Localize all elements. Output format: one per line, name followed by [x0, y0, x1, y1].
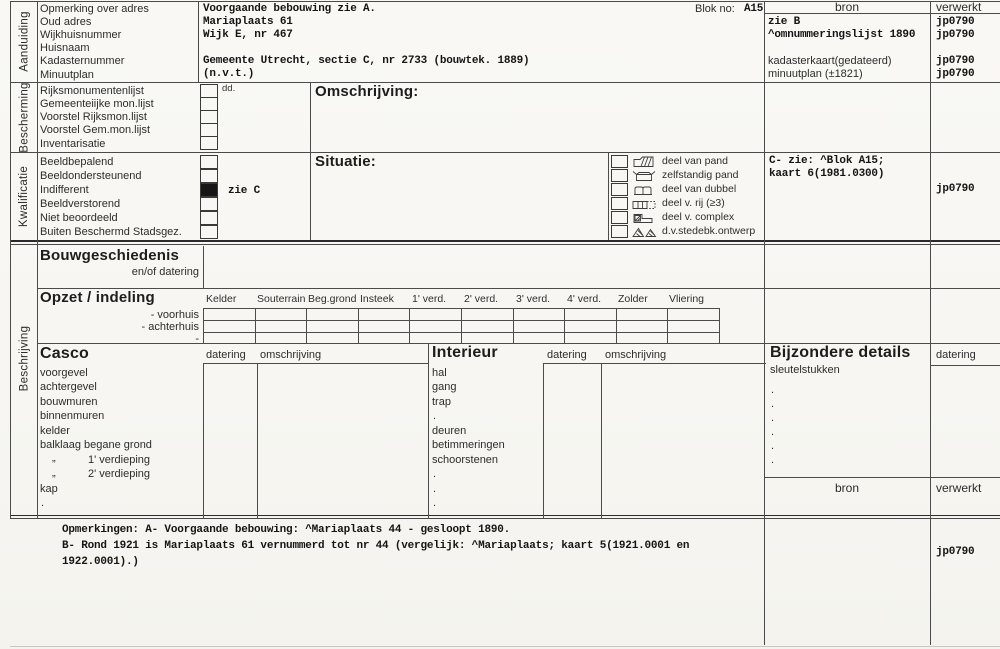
checkbox-beeldbepalend: [200, 155, 218, 169]
kwalificatie-verwerkt-value: jp0790: [936, 183, 975, 195]
field-label-beeldverstorend: Beeldverstorend: [40, 197, 121, 210]
line-casco-datering-left: [203, 363, 204, 518]
omschrijving-header: Omschrijving:: [315, 83, 419, 100]
pictogram-deel-van-pand-icon: [630, 155, 658, 168]
field-label-beeldondersteunend: Beeldondersteunend: [40, 169, 142, 182]
checkbox-deel-van-dubbel: [611, 183, 628, 196]
verwerkt-column-header: verwerkt: [936, 0, 982, 14]
bijzonder-verwerkt-footer: verwerkt: [936, 481, 982, 495]
bron-zie-b: zie B: [768, 15, 801, 28]
situatie-option-deel-v-rij: deel v. rij (≥3): [662, 196, 725, 209]
interieur-title: Interieur: [432, 344, 498, 361]
field-label-voorstel-gemmonlijst: Voorstel Gem.mon.lijst: [40, 124, 151, 136]
situatie-option-deel-van-pand: deel van pand: [662, 154, 728, 167]
opzet-grid-vline: [564, 308, 565, 343]
bijzonder-bron-footer: bron: [834, 481, 860, 495]
value-oud-adres: Mariaplaats 61: [203, 16, 293, 28]
line-aanduiding-bottom: [10, 82, 1000, 83]
casco-row-balklaag-begane-grond: balklaag begane grond: [40, 439, 152, 451]
line-bron-col: [764, 1, 765, 645]
opmerkingen-line3: 1922.0001).): [62, 556, 139, 568]
bouwgeschiedenis-title: Bouwgeschiedenis: [40, 247, 180, 264]
checkbox-deel-v-rij: [611, 197, 628, 210]
casco-row-kelder: kelder: [40, 424, 70, 437]
section-label-beschrijving: Beschrijving: [17, 325, 30, 391]
value-opmerking-over-adres: Voorgaande bebouwing zie A.: [203, 3, 376, 15]
field-label-indifferent: Indifferent: [40, 183, 89, 196]
field-label-voorstel-rijksmonlijst: Voorstel Rijksmon.lijst: [40, 110, 147, 123]
bron-omnummeringslijst: ^omnummeringslijst 1890: [768, 28, 916, 41]
line-scan-bottom-edge: [10, 646, 1000, 647]
casco-row-binnenmuren: binnenmuren: [40, 410, 105, 422]
ditto-mark: „: [52, 466, 56, 479]
opzet-col-insteek: Insteek: [360, 292, 394, 305]
opzet-row-blank: -: [195, 333, 199, 345]
interieur-row-trap: trap: [432, 395, 451, 408]
bijzonder-datering-header: datering: [936, 348, 976, 361]
casco-omschrijving-header: omschrijving: [260, 348, 322, 361]
field-label-niet-beoordeeld: Niet beoordeeld: [40, 211, 118, 224]
opzet-grid-vline: [513, 308, 514, 343]
interieur-omschrijving-header: omschrijving: [605, 348, 667, 361]
section-label-kwalificatie: Kwalificatie: [17, 165, 30, 228]
casco-row-2e-verdieping: 2' verdieping: [88, 468, 151, 480]
opzet-grid-vline: [719, 308, 720, 343]
checkbox-zelfstandig-pand: [611, 169, 628, 182]
opzet-col-vliering: Vliering: [669, 292, 705, 305]
line-bouw-bottom: [37, 288, 1000, 289]
line-casco-datering-right: [257, 363, 258, 518]
verwerkt-value: jp0790: [936, 68, 975, 80]
bijzonder-row-dot: .: [771, 426, 775, 438]
dd-label: dd.: [222, 83, 236, 94]
opzet-grid-vline: [255, 308, 256, 343]
checkbox-rijksmonumentenlijst: [200, 84, 218, 98]
checkbox-stedebouwkundig-ontwerp: [611, 225, 628, 238]
kwalificatie-note: zie C: [228, 184, 261, 197]
checkbox-voorstel-gemmonlijst: [200, 123, 218, 137]
blok-no-value: A15: [744, 2, 764, 15]
value-wijkhuisnummer: Wijk E, nr 467: [203, 29, 293, 41]
checkbox-buiten-beschermd-stadsgez: [200, 225, 218, 239]
checkbox-indifferent-checked: [200, 183, 218, 197]
situatie-header: Situatie:: [315, 153, 376, 170]
pictogram-deel-van-dubbel-icon: [630, 183, 658, 196]
line-interieur-datering-left: [543, 363, 544, 518]
verwerkt-value: jp0790: [936, 15, 975, 28]
line-double-2b: [10, 518, 1000, 519]
line-bouw-divider: [203, 246, 204, 288]
checkbox-gemeentelijke-monlijst: [200, 97, 218, 111]
opzet-col-3e-verd: 3' verd.: [516, 292, 551, 305]
field-label-minuutplan: Minuutplan: [40, 68, 94, 81]
checkbox-voorstel-rijksmonlijst: [200, 110, 218, 124]
line-bijzonder-box-top: [930, 365, 1000, 366]
pictogram-stedebouwkundig-ontwerp-icon: [630, 225, 658, 238]
field-label-inventarisatie: Inventarisatie: [40, 137, 106, 150]
kwalificatie-bron-note-line1: C- zie: ^Blok A15;: [769, 155, 885, 167]
line-double-1b: [10, 244, 1000, 245]
checkbox-beeldverstorend: [200, 197, 218, 211]
blok-no-label: Blok no:: [695, 3, 735, 15]
field-label-opmerking-over-adres: Opmerking over adres: [40, 3, 149, 15]
pictogram-deel-v-rij-icon: [630, 197, 658, 210]
field-label-wijkhuisnummer: Wijkhuisnummer: [40, 29, 122, 41]
casco-row-dot: .: [41, 497, 45, 509]
bron-column-header: bron: [834, 0, 860, 14]
field-label-beeldbepalend: Beeldbepalend: [40, 156, 114, 168]
situatie-option-deel-v-complex: deel v. complex: [662, 210, 735, 223]
opzet-row-achterhuis: - achterhuis: [141, 320, 199, 333]
opzet-grid-vline: [667, 308, 668, 343]
bijzonder-row-dot: .: [771, 384, 775, 396]
opzet-col-1e-verd: 1' verd.: [412, 292, 447, 305]
bijzonder-row-dot: .: [771, 454, 775, 466]
situatie-option-stedebouwkundig-ontwerp: d.v.stedebk.ontwerp: [662, 224, 756, 237]
bijzonder-row-dot: .: [771, 398, 775, 410]
verwerkt-value: jp0790: [936, 55, 975, 67]
opzet-col-beg-grond: Beg.grond: [308, 292, 357, 305]
bijzonder-row-dot: .: [771, 412, 775, 424]
bijzonder-row-dot: .: [771, 440, 775, 452]
opzet-col-4e-verd: 4' verd.: [567, 292, 602, 305]
casco-row-kap: kap: [40, 482, 58, 495]
opzet-grid-vline: [306, 308, 307, 343]
interieur-row-betimmeringen: betimmeringen: [432, 439, 505, 451]
pictogram-deel-v-complex-icon: [630, 211, 658, 224]
line-value-col: [198, 1, 199, 82]
interieur-row-dot: .: [433, 482, 437, 495]
opzet-col-2e-verd: 2' verd.: [464, 292, 499, 305]
opmerkingen-line2: B- Rond 1921 is Mariaplaats 61 vernummerd tot nr 44 (vergelijk: ^Mariaplaats; kaart 5(1921.0001 en: [62, 540, 690, 552]
casco-row-1e-verdieping: 1' verdieping: [88, 453, 151, 466]
line-casco-interieur-divider: [428, 343, 429, 518]
opzet-grid-vline: [358, 308, 359, 343]
interieur-row-dot: .: [433, 468, 437, 480]
opzet-indeling-title: Opzet / indeling: [40, 289, 155, 306]
casco-datering-header: datering: [206, 348, 246, 361]
value-minuutplan: (n.v.t.): [203, 68, 255, 80]
line-double-1a: [10, 240, 1000, 242]
opzet-col-zolder: Zolder: [618, 292, 648, 305]
opzet-col-kelder: Kelder: [206, 292, 237, 305]
kwalificatie-bron-note-line2: kaart 6(1981.0300): [769, 168, 885, 180]
casco-row-achtergevel: achtergevel: [40, 381, 97, 393]
line-interieur-datering-right: [601, 363, 602, 518]
opmerkingen-verwerkt-value: jp0790: [936, 546, 975, 558]
interieur-row-dot: .: [433, 497, 437, 509]
bron-kadasterkaart: kadasterkaart(gedateerd): [768, 55, 892, 67]
casco-title: Casco: [40, 345, 90, 362]
line-double-2a: [10, 515, 1000, 517]
line-situatie-legend-divider: [608, 152, 609, 240]
interieur-row-dot: .: [433, 410, 437, 422]
checkbox-inventarisatie: [200, 136, 218, 150]
section-label-bescherming: Bescherming: [17, 81, 30, 153]
opzet-grid-vline: [203, 308, 204, 343]
line-casco-box-top: [203, 363, 428, 364]
opzet-col-souterrain: Souterrain: [257, 292, 306, 305]
line-verwerkt-col: [930, 1, 931, 645]
situatie-option-deel-van-dubbel: deel van dubbel: [662, 182, 737, 195]
bouwgeschiedenis-subtitle: en/of datering: [131, 265, 199, 278]
opzet-grid-vline: [461, 308, 462, 343]
line-interieur-box-top: [543, 363, 766, 364]
bron-minuutplan: minuutplan (±1821): [768, 68, 863, 80]
checkbox-beeldondersteunend: [200, 169, 218, 183]
situatie-option-zelfstandig-pand: zelfstandig pand: [662, 168, 739, 181]
interieur-row-gang: gang: [432, 381, 457, 393]
checkbox-deel-v-complex: [611, 211, 628, 224]
casco-row-voorgevel: voorgevel: [40, 366, 88, 379]
interieur-row-hal: hal: [432, 366, 447, 379]
interieur-datering-header: datering: [547, 348, 587, 361]
field-label-buiten-beschermd-stadsgez: Buiten Beschermd Stadsgez.: [40, 225, 182, 238]
casco-row-bouwmuren: bouwmuren: [40, 395, 98, 408]
checkbox-niet-beoordeeld: [200, 211, 218, 225]
opzet-grid-vline: [616, 308, 617, 343]
field-label-kadasternummer: Kadasternummer: [40, 55, 125, 67]
bijzonder-row-sleutelstukken: sleutelstukken: [770, 364, 840, 376]
value-kadasternummer: Gemeente Utrecht, sectie C, nr 2733 (bouwtek. 1889): [203, 55, 530, 67]
line-bijzonder-footer-top: [764, 477, 1000, 478]
ditto-mark: „: [52, 452, 56, 464]
line-bescherming-bottom: [10, 152, 1000, 153]
field-label-rijksmonumentenlijst: Rijksmonumentenlijst: [40, 84, 144, 97]
field-label-huisnaam: Huisnaam: [40, 42, 90, 54]
opzet-row-voorhuis: - voorhuis: [150, 308, 199, 321]
interieur-row-deuren: deuren: [432, 424, 467, 437]
field-label-oud-adres: Oud adres: [40, 16, 92, 28]
verwerkt-value: jp0790: [936, 28, 975, 41]
interieur-row-schoorstenen: schoorstenen: [432, 453, 499, 466]
opzet-grid-vline: [409, 308, 410, 343]
section-label-aanduiding: Aanduiding: [17, 10, 30, 72]
field-label-gemeentelijke-monlijst: Gemeenteiijke mon.lijst: [40, 97, 154, 110]
line-omschrijving-divider: [310, 82, 311, 240]
checkbox-deel-van-pand: [611, 155, 628, 168]
bijzondere-details-title: Bijzondere details: [770, 344, 911, 361]
opmerkingen-line1: Opmerkingen: A- Voorgaande bebouwing: ^Mariaplaats 44 - gesloopt 1890.: [62, 524, 511, 536]
pictogram-zelfstandig-pand-icon: [630, 169, 658, 182]
